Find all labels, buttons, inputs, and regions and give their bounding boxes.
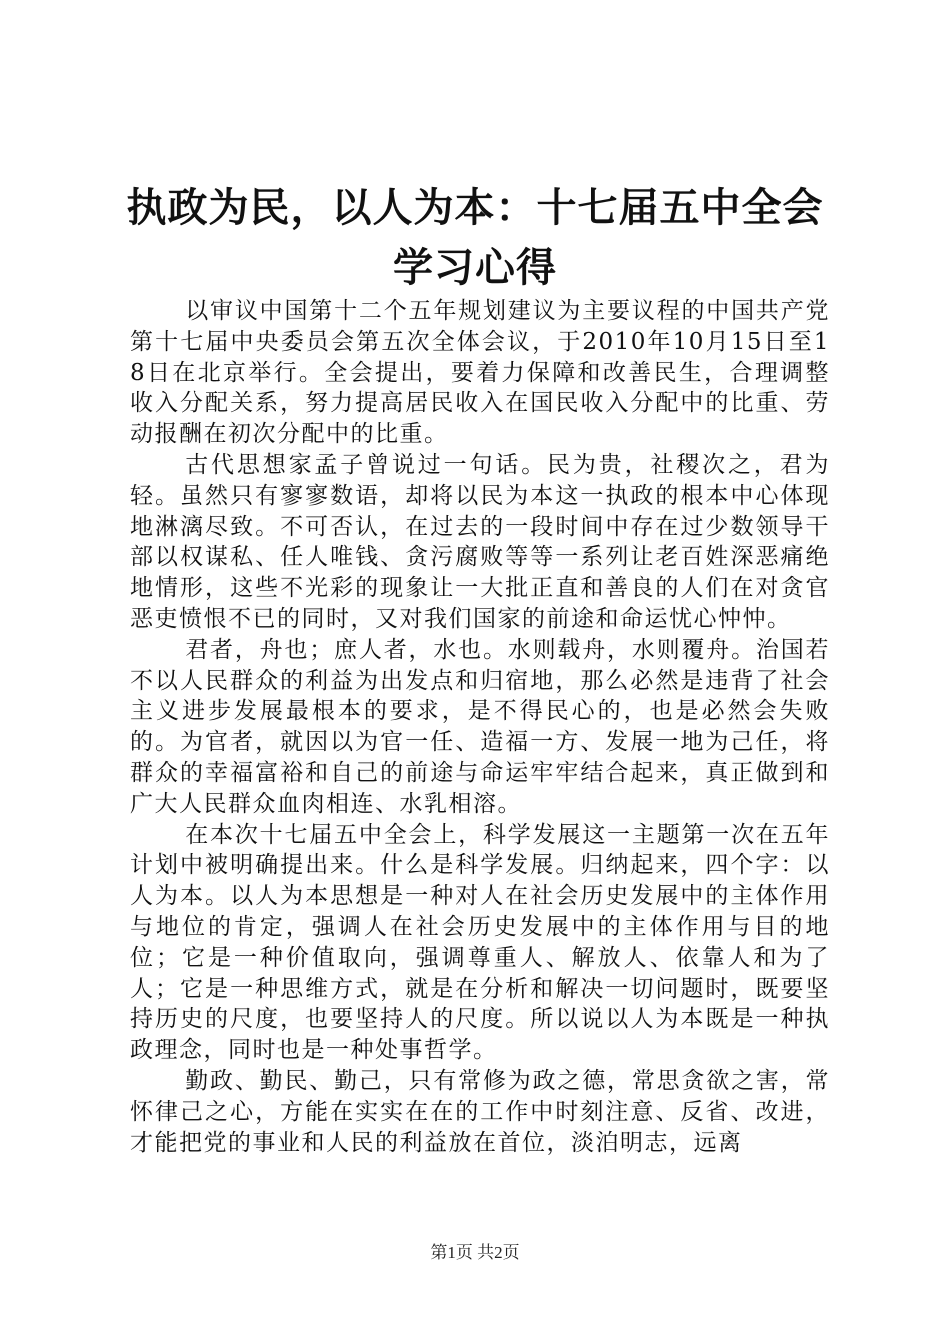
document-body [130,296,830,1158]
paragraph-2: 古代思想家孟子曾说过一句话。民为贵，社稷次之，君为轻。虽然只有寥寥数语，却将以民为本这一执政的根本中心体现地淋漓尽致。不可否认，在过去的一段时间中存在过少数领导干部以权谋私、任人唯钱、贪污腐败等等一系列让老百姓深恶痛绝地情形，这些不光彩的现象让一大批正直和善良的人们在对贪官恶吏愤恨不已的同时，又对我们国家的前途和命运忧心忡忡。 [130,451,830,632]
paragraph-4: 在本次十七届五中全会上，科学发展这一主题第一次在五年计划中被明确提出来。什么是科学发展。归纳起来，四个字：以人为本。以人为本思想是一种对人在社会历史发展中的主体作用与地位的肯定，强调人在社会历史发展中的主体作用与目的地位；它是一种价值取向，强调尊重人、解放人、依靠人和为了人；它是一种思维方式，就是在分析和解决一切问题时，既要坚持历史的尺度，也要坚持人的尺度。所以说以人为本既是一种执政理念，同时也是一种处事哲学。 [130,821,830,1064]
paragraph-1: 以审议中国第十二个五年规划建议为主要议程的中国共产党第十七届中央委员会第五次全体会议，于2010年10月15日至18日在北京举行。全会提出，要着力保障和改善民生，合理调整收入分配关系，努力提高居民收入在国民收入分配中的比重、劳动报酬在初次分配中的比重。 [130,298,830,448]
paragraph-5: 勤政、勤民、勤己，只有常修为政之德，常思贪欲之害，常怀律己之心，方能在实实在在的工作中时刻注意、反省、改进，才能把党的事业和人民的利益放在首位，淡泊明志，远离 [130,1067,830,1156]
document-title: 执政为民，以人为本：十七届五中全会学习心得 [126,185,824,291]
paragraph-3: 君者，舟也；庶人者，水也。水则载舟，水则覆舟。治国若不以人民群众的利益为出发点和归宿地，那么必然是违背了社会主义进步发展最根本的要求，是不得民心的，也是必然会失败的。为官者，就因以为官一任、造福一方、发展一地为己任，将群众的幸福富裕和自己的前途与命运牢牢结合起来，真正做到和广大人民群众血肉相连、水乳相溶。 [130,636,830,817]
page-number-footer: 第1页 共2页 [430,1243,520,1262]
